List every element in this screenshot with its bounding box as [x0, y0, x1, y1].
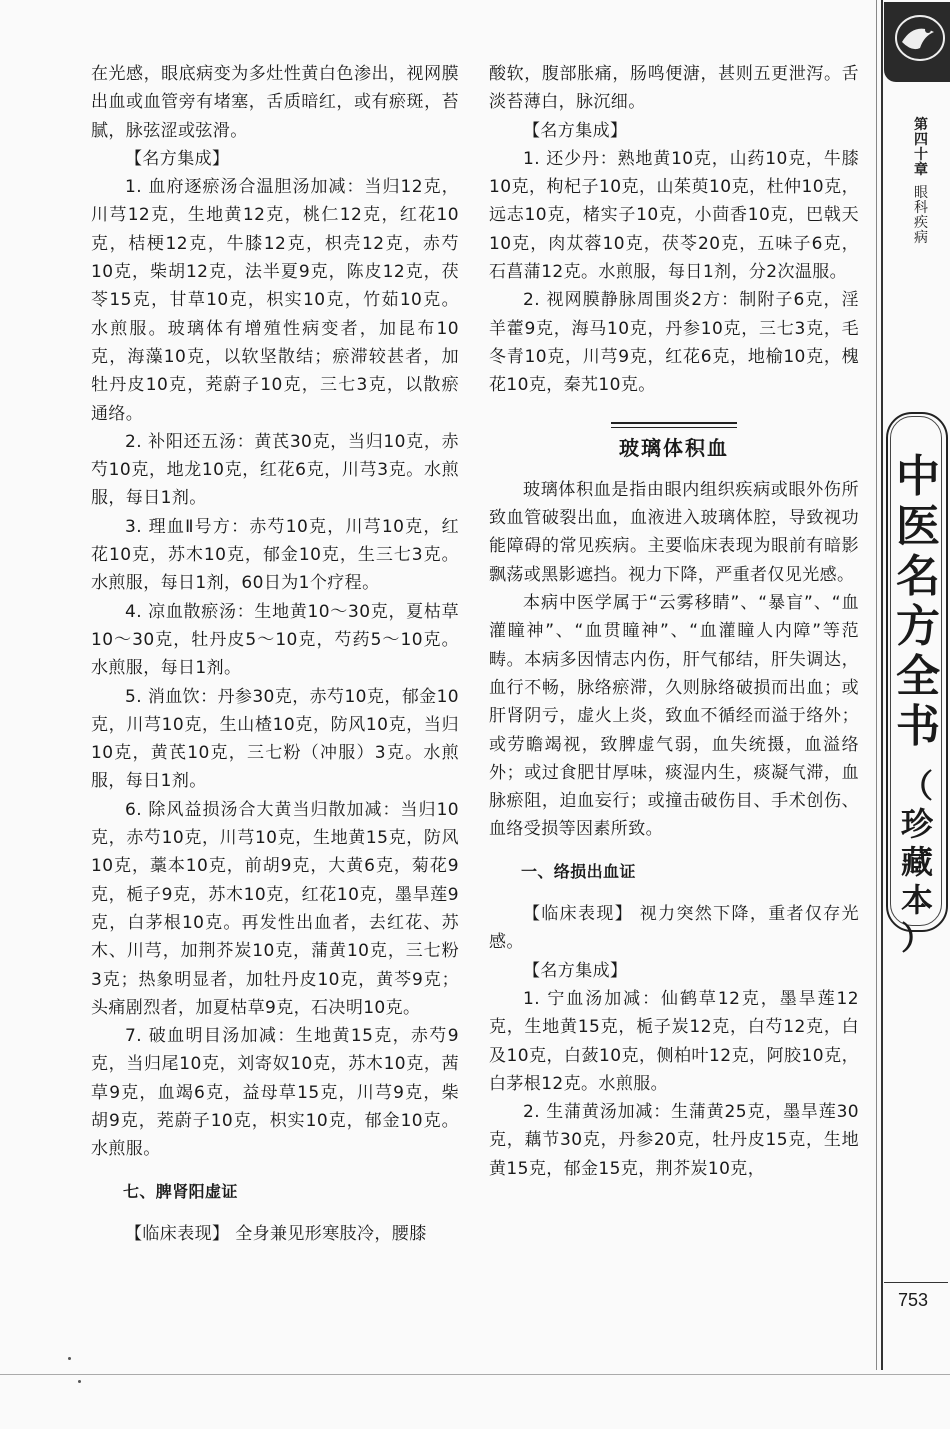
chapter-topic-char: 疾 [914, 215, 928, 231]
paragraph: 1. 血府逐瘀汤合温胆汤加减：当归12克，川芎12克，生地黄12克，桃仁12克，红花10克，桔梗12克，牛膝12克，枳壳12克，赤芍10克，柴胡12克，法半夏9克，陈皮12克，茯苓15克，甘草10克，枳实10克，竹茹10克。水煎服。玻璃体有增殖性病变者，加昆布10克，海藻10克，以软坚散结；瘀滞较甚者，加牡丹皮10克，茺蔚子10克，三七3克，以散瘀通络。 [91, 177, 459, 424]
paragraph: 2. 生蒲黄汤加减：生蒲黄25克，墨旱莲30克，藕节30克，丹参20克，牡丹皮15克，生地黄15克，郁金15克，荆芥炭10克， [489, 1102, 859, 1179]
section-heading: 一、络损出血证 [521, 861, 636, 881]
paragraph: 玻璃体积血是指由眼内组织疾病或眼外伤所致血管破裂出血，血液进入玻璃体腔，导致视功能障碍的常见疾病。主要临床表现为眼前有暗影飘荡或黑影遮挡。视力下降，严重者仅见光感。 [489, 479, 859, 585]
paragraph: 本病中医学属于“云雾移睛”、“暴盲”、“血灌瞳神”、“血贯瞳神”、“血灌瞳人内障”等范畴。本病多因情志内伤，肝气郁结，肝失调达，血行不畅，脉络瘀滞，久则脉络破损而出血；或肝肾阴亏，虚火上炎，致血不循经而溢于络外；或劳瞻竭视，致脾虚气弱，血失统摄，血溢络外；或过食肥甘厚味，痰湿内生，痰凝气滞，血脉瘀阻，迫血妄行；或撞击破伤目、手术创伤、血络受损等因素所致。 [489, 593, 859, 840]
paragraph: 2. 视网膜静脉周围炎2方：制附子6克，淫羊藿9克，海马10克，丹参10克，三七3克，毛冬青10克，川芎9克，红花6克，地榆10克，槐花10克，秦艽10克。 [489, 290, 859, 396]
article-title-block [489, 422, 859, 462]
book-title-char: 中 [896, 451, 940, 502]
right-column [489, 60, 859, 1183]
chapter-label [910, 118, 932, 246]
right-column-bottom [489, 476, 859, 1183]
article-title: 玻璃体积血 [619, 435, 729, 460]
book-title-char: 书 [896, 701, 940, 752]
book-edition-char: 藏 [900, 843, 933, 881]
paragraph: 【名方集成】 [523, 960, 628, 981]
paragraph: 2. 补阳还五汤：黄芪30克，当归10克，赤芍10克，地龙10克，红花6克，川芎3克。水煎服，每日1剂。 [91, 431, 459, 509]
paragraph: 3. 理血Ⅱ号方：赤芍10克，川芎10克，红花10克，苏木10克，郁金10克，生三七3克。水煎服，每日1剂，60日为1个疗程。 [91, 516, 459, 594]
paragraph: 酸软，腹部胀痛，肠鸣便溏，甚则五更泄泻。舌淡苔薄白，脉沉细。 [489, 64, 859, 113]
paragraph: 【临床表现】 视力突然下降，重者仅存光感。 [489, 904, 859, 953]
paragraph: 1. 宁血汤加减：仙鹤草12克，墨旱莲12克，生地黄15克，栀子炭12克，白芍12克，白及10克，白蔹10克，侧柏叶12克，阿胶10克，白茅根12克。水煎服。 [489, 988, 859, 1094]
paragraph: 6. 除风益损汤合大黄当归散加减：当归10克，赤芍10克，川芎10克，生地黄15克，防风10克，藁本10克，前胡9克，大黄6克，菊花9克，栀子9克，苏木10克，红花10克，墨旱莲9克，白茅根10克。再发性出血者，去红花、苏木、川芎，加荆芥炭10克，蒲黄10克，三七粉3克；热象明显者，加牡丹皮10克，黄芩9克；头痛剧烈者，加夏枯草9克，石决明10克。 [91, 799, 459, 1018]
book-emblem-icon [884, 2, 950, 82]
book-title-char: 方 [896, 601, 940, 652]
book-edition [894, 767, 940, 957]
chapter-topic-char: 科 [914, 200, 928, 216]
chapter-char: 四 [914, 132, 928, 148]
chapter-char: 第 [914, 117, 928, 133]
page-bottom-edge [0, 1374, 950, 1375]
book-edition-char: 本 [900, 881, 933, 919]
book-title-char: 医 [896, 501, 940, 552]
left-column [91, 60, 459, 1248]
paragraph: 【名方集成】 [523, 120, 628, 141]
chapter-char: 章 [914, 162, 928, 178]
paragraph: 在光感，眼底病变为多灶性黄白色渗出，视网膜出血或血管旁有堵塞，舌质暗红，或有瘀斑，苔腻，脉弦涩或弦滑。 [91, 64, 459, 141]
paragraph: 4. 凉血散瘀汤：生地黄10～30克，夏枯草10～30克，牡丹皮5～10克，芍药5～10克。水煎服，每日1剂。 [91, 601, 459, 679]
paragraph: 1. 还少丹：熟地黄10克，山药10克，牛膝10克，枸杞子10克，山茱萸10克，杜仲10克，远志10克，楮实子10克，小茴香10克，巴戟天10克，肉苁蓉10克，茯苓20克，五味子6克，石菖蒲12克。水煎服，每日1剂，分2次温服。 [489, 148, 859, 283]
right-column-top [489, 60, 859, 400]
margin-line-inner [876, 0, 877, 1370]
paragraph: 7. 破血明目汤加减：生地黄15克，赤芍9克，当归尾10克，刘寄奴10克，苏木10克，茜草9克，血竭6克，益母草15克，川芎9克，柴胡9克，茺蔚子10克，枳实10克，郁金10克。水煎服。 [91, 1026, 459, 1160]
book-edition-char: （ [900, 767, 933, 805]
book-title-char: 名 [896, 551, 940, 602]
paragraph: 5. 消血饮：丹参30克，赤芍10克，郁金10克，川芎10克，生山楂10克，防风10克，当归10克，黄芪10克，三七粉（冲服）3克。水煎服，每日1剂。 [91, 686, 459, 792]
book-title [896, 452, 940, 752]
chapter-topic-char: 眼 [914, 185, 928, 201]
margin-line [881, 0, 883, 1370]
chapter-char: 十 [914, 147, 928, 163]
book-edition-char: 珍 [900, 805, 933, 843]
book-edition-char: ） [900, 919, 933, 957]
section-heading: 七、脾肾阳虚证 [123, 1181, 238, 1201]
page-number-rule [884, 1282, 948, 1283]
chapter-topic-char: 病 [914, 230, 928, 246]
book-title-char: 全 [896, 651, 940, 702]
paragraph: 【临床表现】 全身兼见形寒肢冷，腰膝 [125, 1223, 427, 1244]
page-number: 753 [898, 1290, 929, 1310]
scan-speck [68, 1357, 71, 1360]
paragraph: 【名方集成】 [125, 148, 230, 169]
book-title-panel [886, 412, 948, 957]
title-rule [611, 422, 737, 428]
scan-speck [78, 1380, 81, 1383]
